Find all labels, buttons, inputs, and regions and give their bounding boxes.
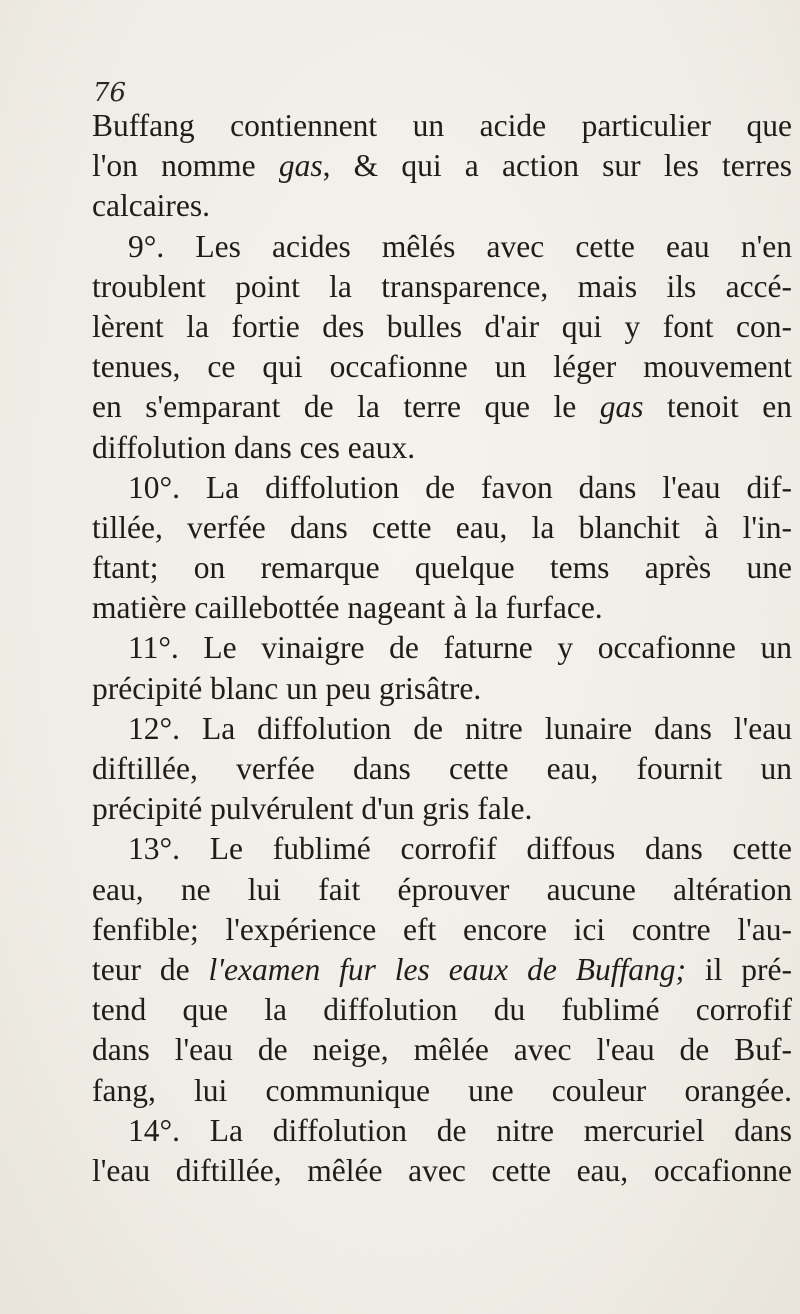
body-text — [92, 106, 792, 1191]
text-segment: dans l'eau de neige, mêlée avec l'eau de Buf- — [92, 1032, 792, 1068]
text-segment: diftillée, verfée dans cette eau, fournit un — [92, 751, 792, 786]
text-line — [92, 1151, 792, 1191]
text-segment: il pré- — [685, 951, 792, 987]
text-line — [92, 669, 792, 709]
text-line — [92, 347, 792, 387]
text-segment: en s'emparant de la terre que le — [92, 389, 600, 425]
text-segment: tend que la diffolution du fublimé corrofif — [92, 992, 792, 1028]
text-segment: 14°. La diffolution de nitre mercuriel dans — [128, 1112, 792, 1148]
text-line — [92, 749, 792, 789]
text-segment: fenfible; l'expérience eft encore ici contre l'au- — [92, 911, 792, 947]
text-segment: précipité pulvérulent d'un gris fale. — [92, 791, 533, 827]
text-line — [92, 1111, 792, 1151]
text-segment: tillée, verfée dans cette eau, la blanchit à l'in- — [92, 509, 792, 545]
text-line — [92, 428, 792, 468]
text-segment: ftant; on remarque quelque tems après une — [92, 550, 792, 586]
text-line — [92, 588, 792, 628]
text-line — [92, 387, 792, 427]
text-segment: teur de — [92, 951, 209, 987]
text-line — [92, 267, 792, 307]
text-segment: calcaires. — [92, 188, 211, 224]
italic-segment: gas — [599, 389, 644, 425]
page-number: 76 — [93, 78, 127, 108]
text-segment: tenoit en — [643, 389, 792, 425]
text-line — [92, 106, 792, 146]
text-line — [92, 709, 792, 749]
text-line — [92, 186, 792, 226]
text-segment: l'on nomme — [92, 148, 279, 184]
text-segment: fang, lui communique une couleur orangée. — [92, 1072, 792, 1108]
text-line — [92, 1071, 792, 1111]
text-line — [92, 468, 792, 508]
text-segment: 11°. Le vinaigre de faturne y occafionne un — [128, 630, 792, 666]
text-segment: , & qui a action sur les terres — [322, 148, 792, 184]
text-segment: l'eau diftillée, mêlée avec cette eau, occafionne — [92, 1152, 792, 1188]
text-line — [92, 307, 792, 347]
text-line — [92, 146, 792, 186]
text-line — [92, 910, 792, 950]
italic-segment: l'examen fur les eaux de Buffang; — [208, 951, 686, 987]
text-line — [92, 950, 792, 990]
text-segment: 9°. Les acides mêlés avec cette eau n'en — [128, 228, 792, 264]
text-segment: troublent point la transparence, mais ils accé- — [92, 268, 792, 304]
text-segment: 10°. La diffolution de favon dans l'eau dif- — [128, 469, 792, 505]
text-line — [92, 227, 792, 267]
text-segment: 13°. Le fublimé corrofif diffous dans cette — [128, 831, 792, 867]
text-segment: lèrent la fortie des bulles d'air qui y font con- — [92, 308, 792, 344]
text-line — [92, 789, 792, 829]
text-line — [92, 990, 792, 1030]
text-segment: 12°. La diffolution de nitre lunaire dans l'eau — [128, 710, 792, 746]
text-segment: précipité blanc un peu grisâtre. — [92, 670, 482, 706]
text-segment: diffolution dans ces eaux. — [92, 429, 416, 465]
italic-segment: gas — [278, 148, 323, 184]
text-segment: tenues, ce qui occafionne un léger mouvement — [92, 349, 792, 385]
text-line — [92, 548, 792, 588]
text-line — [92, 829, 792, 869]
text-line — [92, 870, 792, 910]
text-segment: eau, ne lui fait éprouver aucune altération — [92, 871, 792, 907]
text-line — [92, 1030, 792, 1070]
text-segment: matière caillebottée nageant à la furface. — [92, 590, 603, 626]
text-segment: Buffang contiennent un acide particulier que — [92, 108, 792, 143]
text-line — [92, 628, 792, 668]
text-line — [92, 508, 792, 548]
